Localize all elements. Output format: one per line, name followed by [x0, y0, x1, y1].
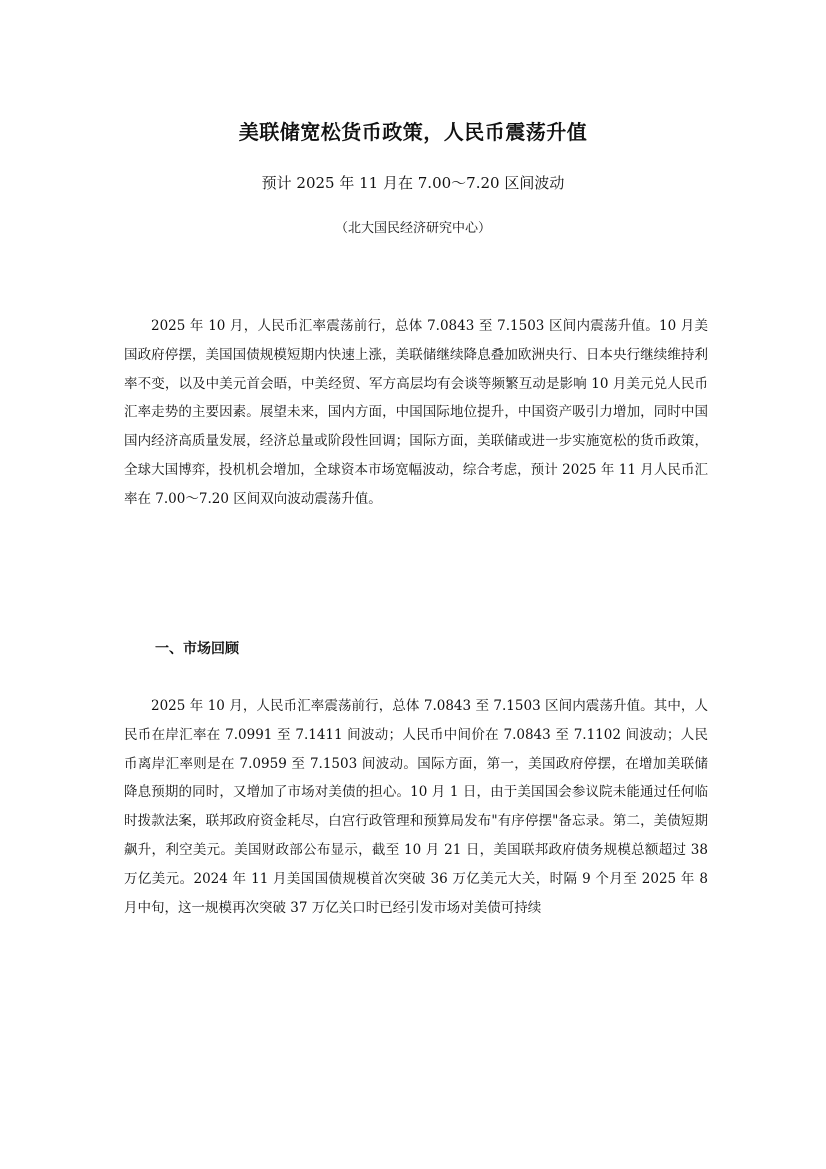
document-title: 美联储宽松货币政策，人民币震荡升值: [238, 120, 588, 144]
market-review-paragraph: 2025 年 10 月，人民币汇率震荡前行，总体 7.0843 至 7.1503 区间内震荡升值。其中，人民币在岸汇率在 7.0991 至 7.1411 间波动；人民币中间价在 7.0843 至 7.1102 间波动；人民币离岸汇率则是在 7.0959 至 7.1503 间波动。国际方面，第一，美国政府停摆，在增加美联储降息预期的同时，又增加了市场对美债的担心。10 月 1 日，由于美国国会参议院未能通过任何临时拨款法案，联邦政府资金耗尽，白宫行政管理和预算局发布"有序停摆"备忘录。第二，美债短期飙升，利空美元。美国财政部公布显示，截至 10 月 21 日，美国联邦政府债务规模总额超过 38 万亿美元。2024 年 11 月美国国债规模首次突破 36 万亿美元大关，时隔 9 个月至 2025 年 8 月中旬，这一规模再次突破 37 万亿关口时已经引发市场对美债可持续: [124, 698, 708, 916]
document-subtitle: 预计 2025 年 11 月在 7.00～7.20 区间波动: [261, 174, 565, 192]
summary-paragraph: 2025 年 10 月，人民币汇率震荡前行，总体 7.0843 至 7.1503 区间内震荡升值。10 月美国政府停摆，美国国债规模短期内快速上涨，美联储继续降息叠加欧洲央行、日本央行继续维持利率不变，以及中美元首会晤，中美经贸、军方高层均有会谈等频繁互动是影响 10 月美元兑人民币汇率走势的主要因素。展望未来，国内方面，中国国际地位提升，中国资产吸引力增加，同时中国国内经济高质量发展，经济总量或阶段性回调；国际方面，美联储或进一步实施宽松的货币政策，全球大国博弈，投机机会增加，全球资本市场宽幅波动，综合考虑，预计 2025 年 11 月人民币汇率在 7.00～7.20 区间双向波动震荡升值。: [124, 318, 708, 507]
document-author: （北大国民经济研究中心）: [334, 221, 491, 236]
section-heading-market-review: 一、市场回顾: [155, 641, 239, 657]
